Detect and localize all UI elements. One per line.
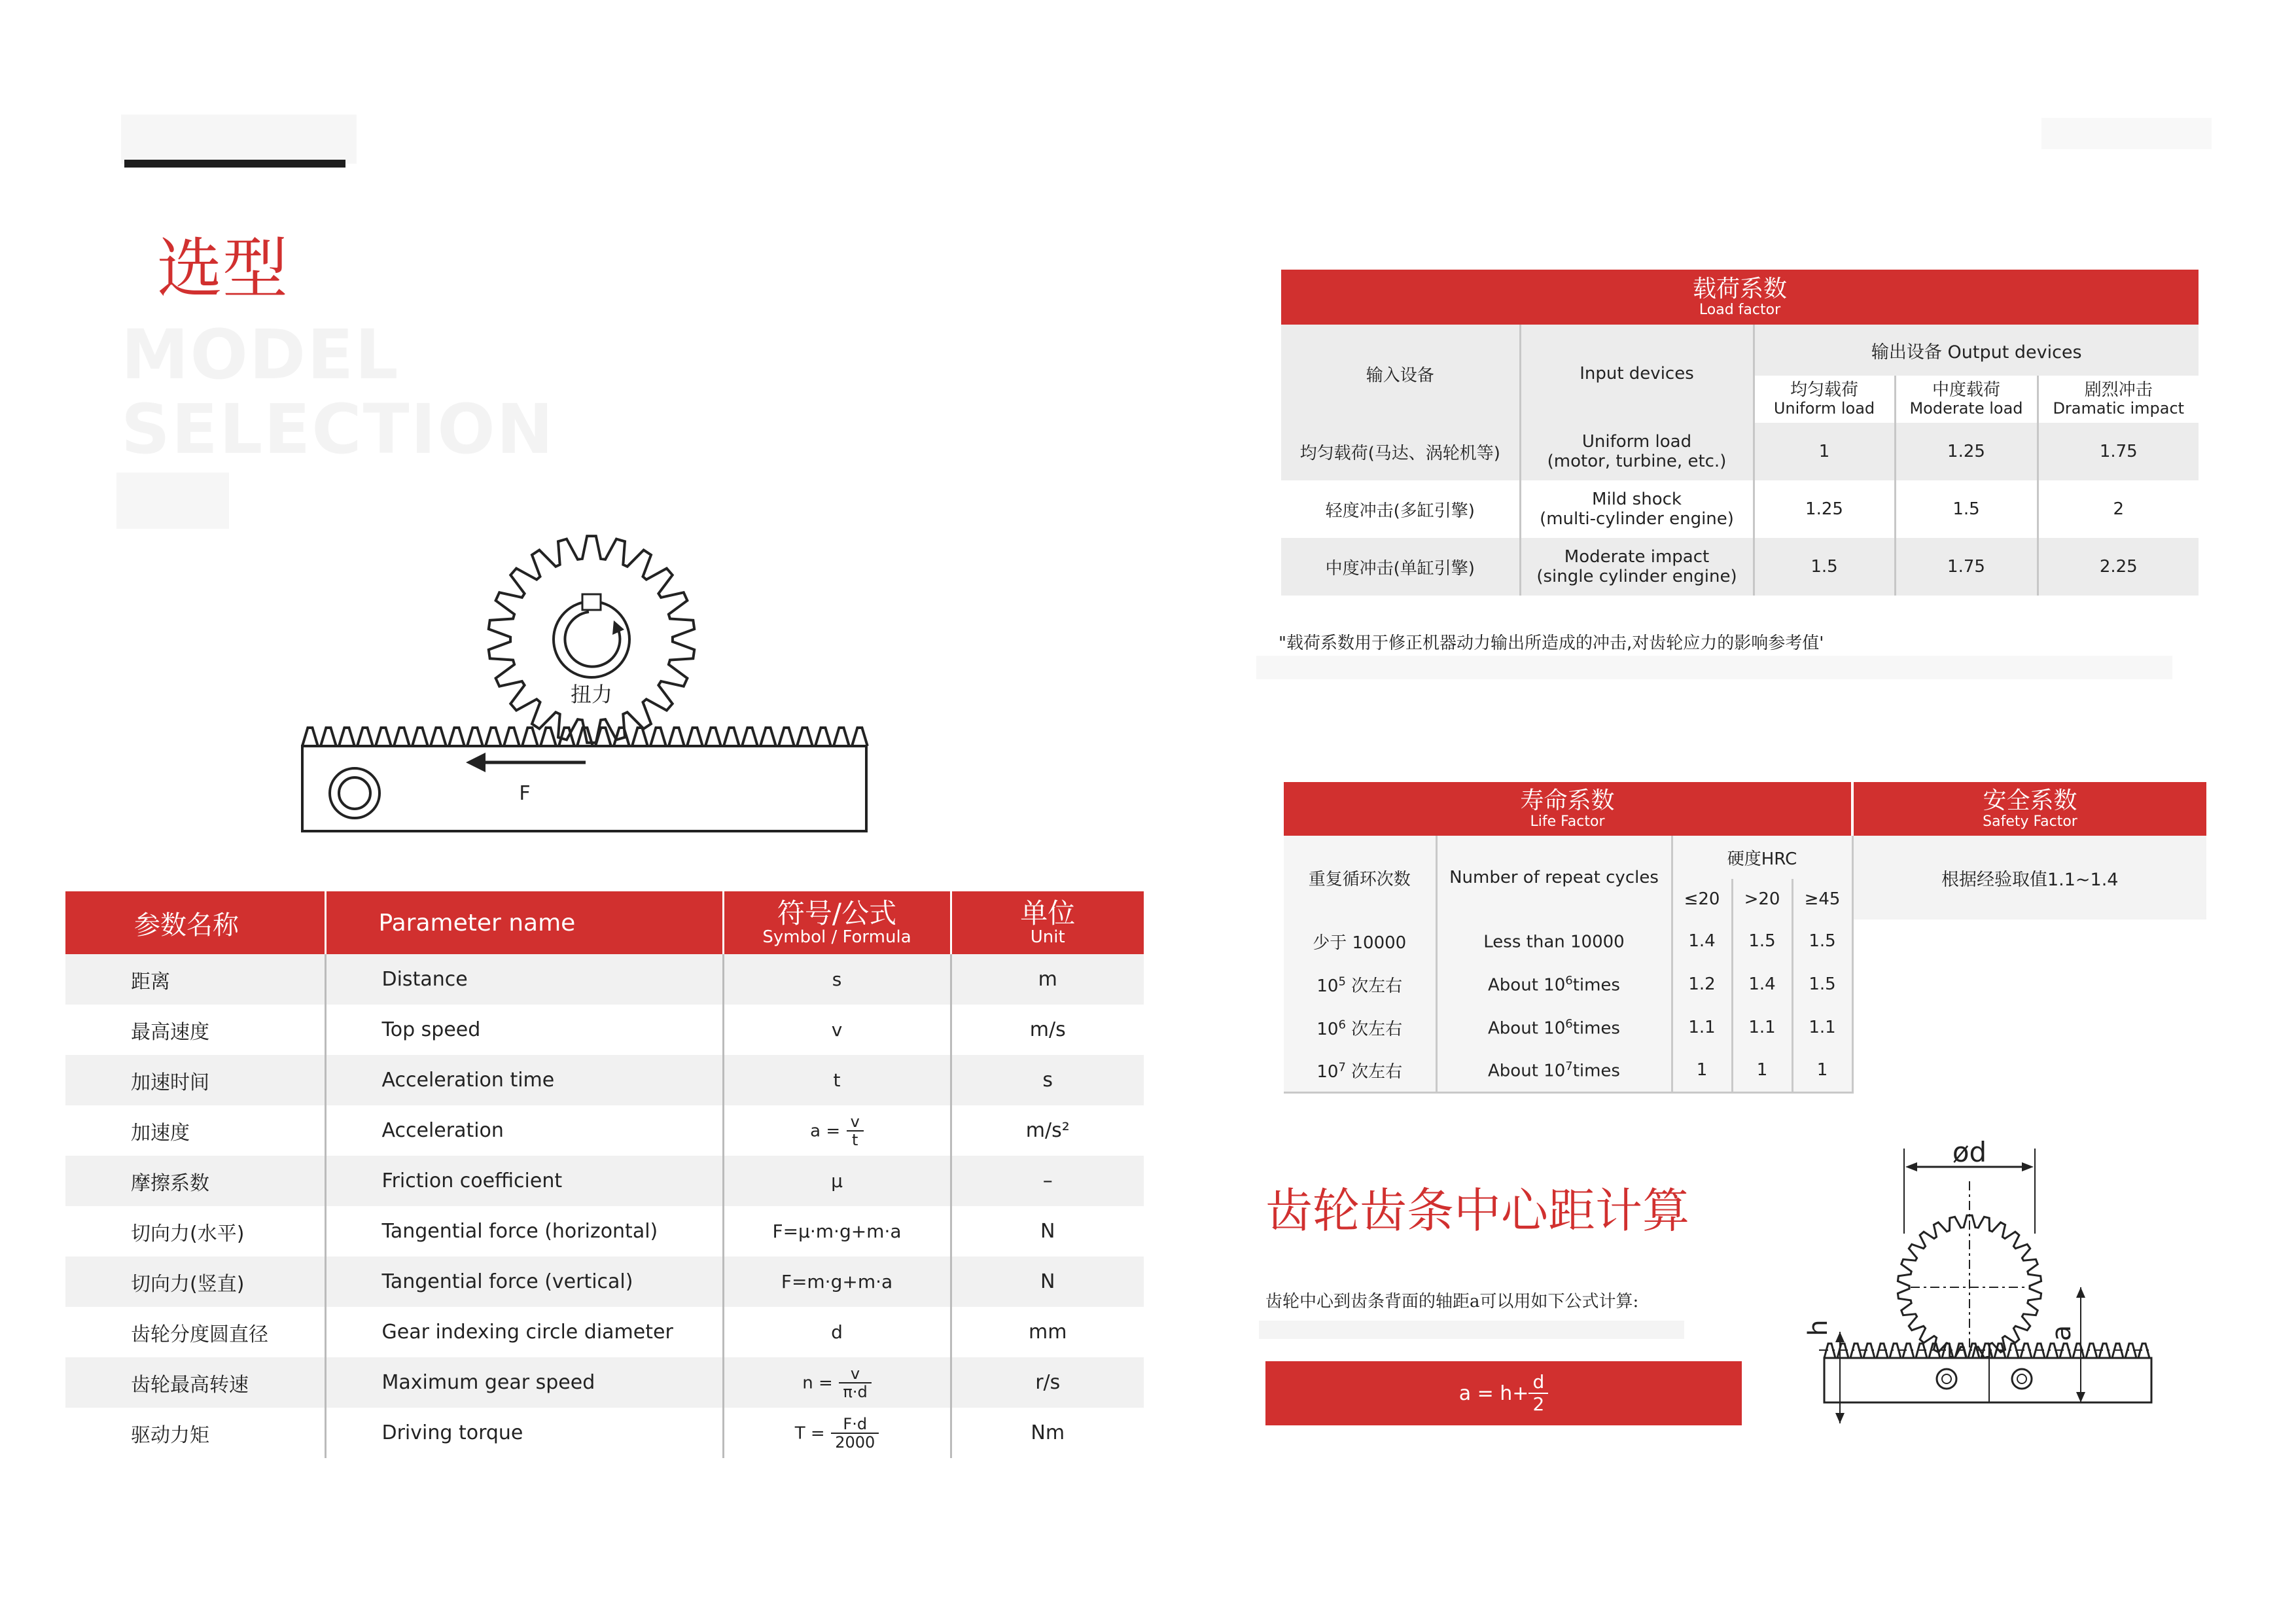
gear-rack-diagram — [294, 530, 883, 844]
rack-body — [302, 746, 866, 831]
param-unit: r/s — [951, 1357, 1144, 1408]
center-distance-diagram — [1803, 1136, 2166, 1436]
table-row — [65, 1307, 1144, 1357]
input-device-cn: 轻度冲击(多缸引擎) — [1281, 480, 1520, 538]
life-factor-value: 1.5 — [1792, 963, 1852, 1006]
diameter-label: ød — [1952, 1136, 1987, 1168]
life-factor-value: 1.4 — [1672, 919, 1732, 963]
symbol-formula: s — [723, 954, 951, 1005]
param-name-en: Tangential force (vertical) — [325, 1257, 723, 1307]
load-factor-value: 1.75 — [1895, 538, 2038, 596]
param-unit: Nm — [951, 1408, 1144, 1458]
param-name-cn: 齿轮分度圆直径 — [65, 1307, 325, 1357]
cycles-cn: $10^7$ 次左右 — [1284, 1049, 1436, 1092]
life-factor-value: 1.5 — [1732, 919, 1792, 963]
input-device-cn: 均匀载荷(马达、涡轮机等) — [1281, 423, 1520, 480]
header-rule — [124, 160, 345, 168]
table-row — [1284, 963, 2206, 1006]
life-factor-value: 1.2 — [1672, 963, 1732, 1006]
param-name-cn: 齿轮最高转速 — [65, 1357, 325, 1408]
input-devices-cn: 输入设备 — [1281, 325, 1520, 423]
param-name-en: Gear indexing circle diameter — [325, 1307, 723, 1357]
force-label: F — [519, 782, 531, 805]
load-factor-table — [1281, 270, 2199, 596]
header-ghost-right — [2041, 118, 2212, 149]
hardness-col-header: >20 — [1732, 879, 1792, 919]
life-factor-value: 1 — [1672, 1049, 1732, 1092]
col-header-name-cn: 参数名称 — [65, 891, 325, 954]
formula-lhs: n = — [802, 1373, 833, 1393]
load-factor-value: 1.25 — [1754, 480, 1895, 538]
param-unit: m/s — [951, 1005, 1144, 1055]
output-col-header: 均匀载荷 Uniform load — [1754, 376, 1895, 423]
symbol-formula — [723, 1357, 951, 1408]
load-factor-value: 1 — [1754, 423, 1895, 480]
table-row — [65, 1206, 1144, 1257]
input-device-en: Moderate impact (single cylinder engine) — [1520, 538, 1754, 596]
table-row — [1281, 423, 2199, 480]
table-row — [65, 1408, 1144, 1458]
cycles-en: About $10^6times$ — [1436, 963, 1672, 1006]
dim-arrow-right-icon — [2022, 1162, 2034, 1171]
param-name-en: Friction coefficient — [325, 1156, 723, 1206]
cycles-header-en: Number of repeat cycles — [1436, 836, 1672, 919]
table-row — [65, 1156, 1144, 1206]
cycles-cn: $10^5$ 次左右 — [1284, 963, 1436, 1006]
cycles-en: About $10^6times$ — [1436, 1006, 1672, 1049]
formula-fraction: $\frac{d}{2}$ — [1528, 1372, 1548, 1415]
hardness-header: 硬度HRC — [1672, 836, 1852, 879]
dim-arrow-left-icon — [1905, 1162, 1917, 1171]
symbol-formula — [723, 1105, 951, 1156]
param-unit: m — [951, 954, 1144, 1005]
life-factor-value: 1.4 — [1732, 963, 1792, 1006]
table-row — [1281, 480, 2199, 538]
formula-fraction: $\frac{F\cdot d}{2000}$ — [831, 1416, 879, 1451]
table-row — [65, 954, 1144, 1005]
load-factor-value: 1.25 — [1895, 423, 2038, 480]
small-rack-body — [1824, 1358, 2151, 1402]
param-name-en: Tangential force (horizontal) — [325, 1206, 723, 1257]
safety-factor-value: 根据经验取值1.1~1.4 — [1852, 836, 2206, 919]
table-row — [1284, 1006, 2206, 1049]
load-factor-value: 2.25 — [2038, 538, 2199, 596]
ghost-watermark-title — [121, 317, 555, 467]
life-factor-value: 1 — [1792, 1049, 1852, 1092]
life-safety-table — [1284, 782, 2206, 1094]
input-device-cn: 中度冲击(单缸引擎) — [1281, 538, 1520, 596]
param-unit: – — [951, 1156, 1144, 1206]
param-name-en: Acceleration — [325, 1105, 723, 1156]
param-name-cn: 驱动力矩 — [65, 1408, 325, 1458]
life-factor-value: 1.5 — [1792, 919, 1852, 963]
load-factor-value: 1.5 — [1754, 538, 1895, 596]
a-label: a — [2047, 1325, 2077, 1342]
col-header-symbol: 符号/公式 Symbol / Formula — [723, 891, 951, 954]
load-factor-title-cn: 载荷系数 — [1693, 276, 1788, 302]
param-name-en: Maximum gear speed — [325, 1357, 723, 1408]
table-row — [65, 1357, 1144, 1408]
life-factor-caption: 寿命系数 Life Factor — [1284, 782, 1852, 836]
table-row — [1281, 538, 2199, 596]
header-ghost-block — [121, 115, 357, 164]
param-name-cn: 最高速度 — [65, 1005, 325, 1055]
load-factor-note: "载荷系数用于修正机器动力输出所造成的冲击,对齿轮应力的影响参考值' — [1279, 633, 1824, 653]
formula-lhs: T = — [794, 1423, 825, 1443]
cycles-en: Less than 10000 — [1436, 919, 1672, 963]
cycles-en: About $10^7times$ — [1436, 1049, 1672, 1092]
formula-lhs: a = h+ — [1458, 1382, 1529, 1405]
center-distance-title: 齿轮齿条中心距计算 — [1265, 1183, 1690, 1238]
ghost-line-2: SELECTION — [121, 389, 555, 469]
table-row — [65, 1257, 1144, 1307]
hardness-col-header: ≤20 — [1672, 879, 1732, 919]
param-name-cn: 切向力(竖直) — [65, 1257, 325, 1307]
table-row — [1284, 1049, 2206, 1092]
symbol-formula: d — [723, 1307, 951, 1357]
param-name-cn: 摩擦系数 — [65, 1156, 325, 1206]
life-factor-value: 1.1 — [1732, 1006, 1792, 1049]
desc-ghost-line — [1259, 1321, 1684, 1339]
parameter-table — [65, 891, 1144, 1458]
load-factor-caption — [1281, 270, 2199, 325]
cycles-cn: $10^6$ 次左右 — [1284, 1006, 1436, 1049]
table-row — [1284, 919, 2206, 963]
table-header — [65, 891, 1144, 954]
symbol-formula — [723, 1408, 951, 1458]
life-factor-value: 1.1 — [1672, 1006, 1732, 1049]
output-col-header: 剧烈冲击 Dramatic impact — [2038, 376, 2199, 423]
param-unit: N — [951, 1206, 1144, 1257]
param-unit: s — [951, 1055, 1144, 1105]
param-name-en: Acceleration time — [325, 1055, 723, 1105]
page-title: 选型 — [157, 230, 288, 307]
param-name-en: Driving torque — [325, 1408, 723, 1458]
load-factor-value: 2 — [2038, 480, 2199, 538]
keyway-icon — [582, 594, 601, 610]
param-unit: m/s² — [951, 1105, 1144, 1156]
torque-label: 扭力 — [570, 682, 613, 707]
param-name-en: Top speed — [325, 1005, 723, 1055]
param-name-cn: 加速度 — [65, 1105, 325, 1156]
center-distance-description: 齿轮中心到齿条背面的轴距a可以用如下公式计算: — [1265, 1292, 1639, 1311]
load-factor-value: 1.5 — [1895, 480, 2038, 538]
cycles-cn: 少于 10000 — [1284, 919, 1436, 963]
symbol-formula: t — [723, 1055, 951, 1105]
ghost-line-1: MODEL — [121, 315, 400, 395]
cycles-header-cn: 重复循环次数 — [1284, 836, 1436, 919]
hardness-col-header: ≥45 — [1792, 879, 1852, 919]
param-unit: N — [951, 1257, 1144, 1307]
load-factor-value: 1.75 — [2038, 423, 2199, 480]
formula-bar — [1265, 1361, 1742, 1425]
life-factor-value: 1.1 — [1792, 1006, 1852, 1049]
life-factor-value: 1 — [1732, 1049, 1792, 1092]
output-col-header: 中度载荷 Moderate load — [1895, 376, 2038, 423]
table-row — [65, 1105, 1144, 1156]
note-ghost-line — [1256, 656, 2172, 679]
param-name-en: Distance — [325, 954, 723, 1005]
symbol-formula: F=μ·m·g+m·a — [723, 1206, 951, 1257]
input-device-en: Uniform load (motor, turbine, etc.) — [1520, 423, 1754, 480]
input-device-en: Mild shock (multi-cylinder engine) — [1520, 480, 1754, 538]
load-factor-title-en: Load factor — [1699, 302, 1781, 318]
param-unit: mm — [951, 1307, 1144, 1357]
table-row — [65, 1005, 1144, 1055]
formula-fraction: $\frac{v}{t}$ — [847, 1113, 864, 1149]
param-name-cn: 距离 — [65, 954, 325, 1005]
output-devices-header: 输出设备 Output devices — [1754, 325, 2199, 376]
formula-fraction: $\frac{v}{\pi\cdot d}$ — [839, 1365, 871, 1400]
col-header-unit: 单位 Unit — [951, 891, 1144, 954]
input-devices-en: Input devices — [1520, 325, 1754, 423]
param-name-cn: 加速时间 — [65, 1055, 325, 1105]
symbol-formula: v — [723, 1005, 951, 1055]
formula-lhs: a = — [810, 1121, 841, 1141]
col-header-name-en: Parameter name — [325, 891, 723, 954]
symbol-formula: μ — [723, 1156, 951, 1206]
h-label: h — [1803, 1319, 1833, 1336]
symbol-formula: F=m·g+m·a — [723, 1257, 951, 1307]
safety-factor-caption: 安全系数 Safety Factor — [1852, 782, 2206, 836]
param-name-cn: 切向力(水平) — [65, 1206, 325, 1257]
ghost-box — [116, 473, 229, 529]
table-row — [65, 1055, 1144, 1105]
gear-icon — [489, 536, 694, 743]
